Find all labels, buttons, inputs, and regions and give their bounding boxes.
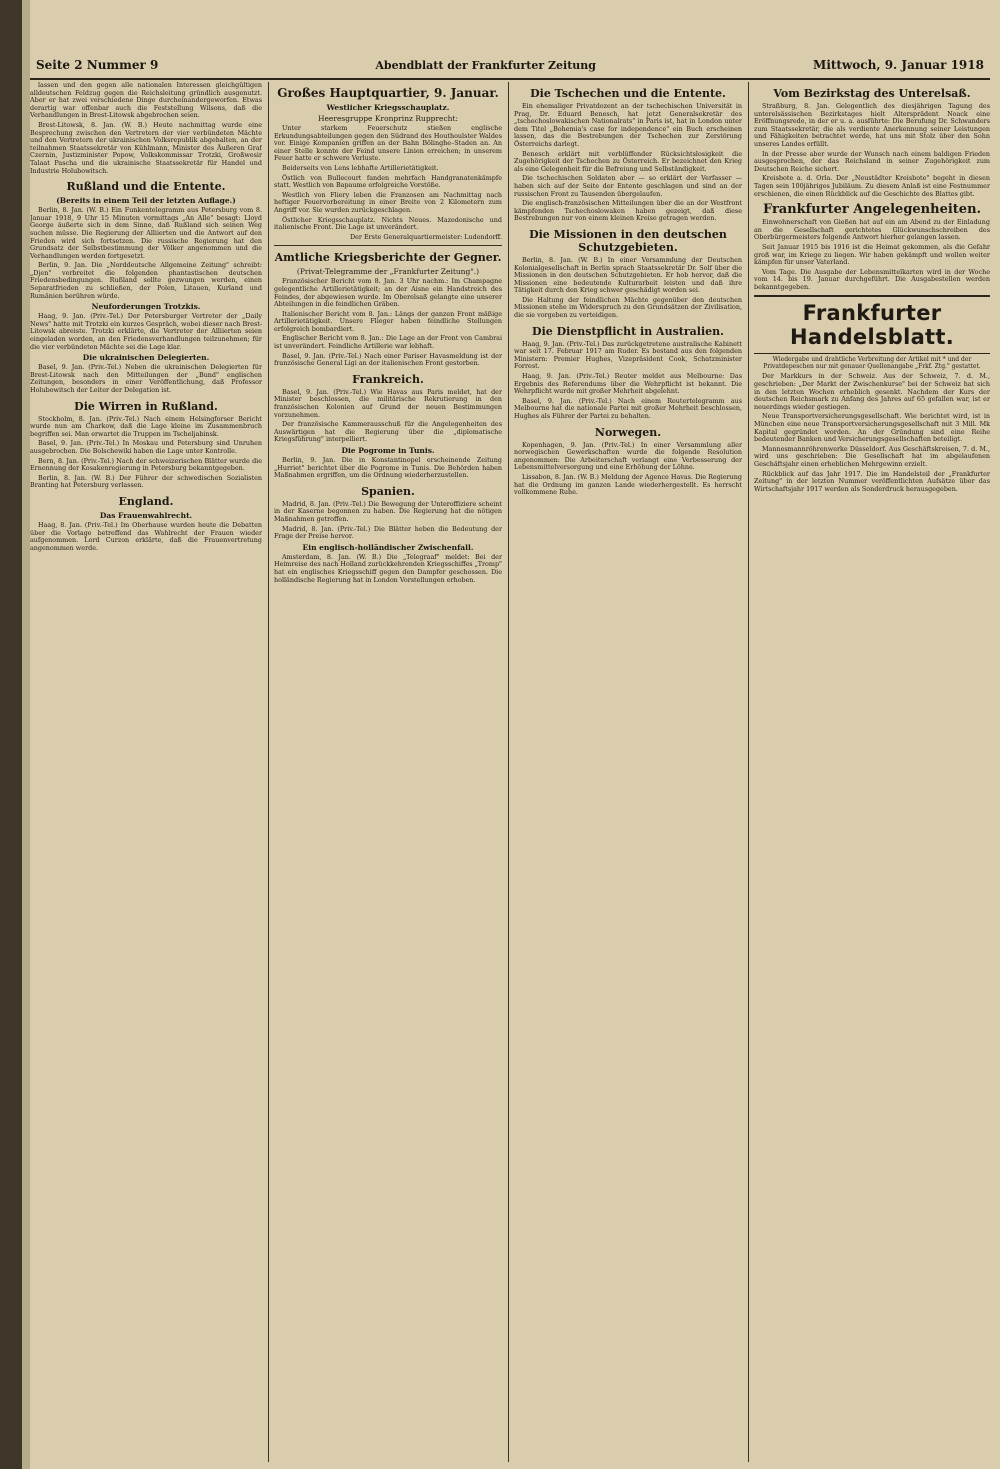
section-heading: Amtliche Kriegsberichte der Gegner.: [274, 251, 502, 265]
column-2: [274, 82, 502, 1462]
section-heading: Die Tschechen und die Entente.: [530, 87, 726, 100]
article-text: Straßburg, 8. Jan. Gelegentlich des diesjährigen Tagung des unterelsässischen Bezirkstages hielt Altersprädent Noack eine Eröffnungsrede, in der er u. a. ausführte: Die Berufung Dr. Schwanders zum Staatssekretär, die als verdiente Anerkennung seiner Leistungen und Fähigkeiten betrachtet werde, hat uns mit Stolz über den Sohn unseres Landes erfüllt.: [754, 102, 990, 148]
article-text: Ein ehemaliger Privatdozent an der tschechischen Universität in Prag, Dr. Eduard Benesch, hat jetzt Generalsekretär des „tschechoslowakischen Nationalrats" in Paris ist, hat in London unter dem Titel „Bohemia's case for independence" ein Buch erscheinen lassen, das die Bestrebungen der Tschechen zur Zerstörung Österreichs darlegt.: [514, 102, 742, 148]
article-text: Haag, 9. Jan. (Priv.-Tel.) Der Petersburger Vertreter der „Daily News" hatte mit Trotzki ein kurzes Gespräch, wobei dieser nach Brest-Litowsk abreiste. Trotzki erklärte, die Vertreter der Alliierten seien eingeladen worden, an den Friedensverhandlungen teilzunehmen; für die vier verbündeten Mächte sei die Lage klar.: [30, 312, 262, 351]
article-text: Berlin, 9. Jan. Die „Norddeutsche Allgemeine Zeitung" schreibt: „Djen" verbreitet die folgenden phantastischen deutschen Friedensbedingungen. Rußland sollte gezwungen werden, einen Separatfrieden zu schließen, der Polen, Litauen, Kurland und Rumänien berühren würde.: [30, 261, 262, 300]
article-text: Die Haltung der feindlichen Mächte gegenüber den deutschen Missionen stehe im Widerspruch zu den Grundsätzen der Zivilisation, die sie vorgeben zu verteidigen.: [514, 295, 742, 320]
article-text: Rückblick auf das Jahr 1917. Die im Handelsteil der „Frankfurter Zeitung" in der letzten Nummer veröffentlichten Aufsätze über das Wirtschaftsjahr 1917 werden als Sonderdruck herausgegeben.: [754, 469, 990, 493]
reprint-notice: Wiedergabe und drahtliche Verbreitung der Artikel mit * und der Privatdepeschen nur mit genauer Quellenangabe „Frkf. Ztg." gestattet.: [763, 356, 981, 371]
section-heading: Die Missionen in den deutschen Schutzgebieten.: [529, 227, 727, 254]
article-text: Haag, 9. Jan. (Priv.-Tel.) Reuter meldet aus Melbourne: Das Ergebnis des Referendums über die Wehrpflicht ist bekannt. Die Wehrpflicht wurde mit großer Mehrheit abgelehnt.: [514, 372, 742, 396]
article-text: Madrid, 8. Jan. (Priv.-Tel.) Die Bewegung der Unteroffiziere scheint in der Kaserne begonnen zu haben. Die Regierung hat die nötigen Maßnahmen getroffen.: [274, 499, 502, 523]
article-text: Der Markkurs in der Schweiz. Aus der Schweiz, 7. d. M., geschrieben: „Der Markt der Zwischenkurse" bei der Schweiz hat sich in den letzten Wochen erheblich gesenkt. Nachdem der Kurs der deutschen Reichsmark zu Anfang des Jahres auf 65 gefallen war, ist er neuerdings wieder gestiegen.: [754, 372, 990, 411]
article-text: Basel, 9. Jan. (Priv.-Tel.) Nach einem Reutertelegramm aus Melbourne hat die nationale Partei mit großer Mehrheit beschlossen, Hughes als Führer der Partei zu behalten.: [514, 396, 742, 420]
section-heading: England.: [118, 494, 174, 508]
divider: [274, 245, 502, 246]
issue-date: Mittwoch, 9. Januar 1918: [813, 58, 984, 72]
article-text: Brest-Litowsk, 8. Jan. (W. B.) Heute nachmittag wurde eine Besprechung zwischen den Vertretern der vier verbündeten Mächte und den Vertretern der ukrainischen Volksrepublik abgehalten, an der teilnahmen Staatssekretär von Kühlmann, Minister des Äußeren Graf Czernin, Justizminister Popow, Volkskommissar Trotzki, Großwesir Talaat Pascha und die ukrainische Staatssekretär für Handel und Industrie Holubowitsch.: [30, 120, 262, 175]
article-text: Basel, 9. Jan. (Priv.-Tel.) Neben die ukrainischen Delegierten für Brest-Litowsk nach den Mitteilungen der „Bund" englischen Zeitungen, besonders in einer Veröffentlichung, daß Professor Holubowitsch der Leiter der Delegation ist.: [30, 363, 262, 394]
article-text: Berlin, 9. Jan. Die in Konstantinopel erscheinende Zeitung „Hurriet" berichtet über die Pogrome in Tunis. Die Behörden haben Maßnahmen ergriffen, um die Ordnung wiederherzustellen.: [274, 456, 502, 480]
section-heading: Frankreich.: [352, 372, 424, 386]
section-subheading: Neuforderungen Trotzkis.: [91, 302, 201, 312]
section-heading: Spanien.: [361, 484, 415, 498]
column-rule: [748, 82, 749, 1462]
section-heading: Vom Bezirkstag des Unterelsaß.: [773, 87, 971, 100]
page-header: [30, 52, 990, 80]
business-section-title: Frankfurter Handelsblatt.: [754, 295, 990, 354]
column-4: [754, 82, 990, 1462]
article-text: In der Presse aber wurde der Wunsch nach einem baldigen Frieden ausgesprochen, der das Reichsland in seiner Zugehörigkeit zum Deutschen Reiche sichert.: [754, 149, 990, 173]
article-text: Italienischer Bericht vom 8. Jan.: Längs der ganzen Front mäßige Artillerietätigkeit. Unsere Flieger haben feindliche Stellungen erfolgreich bombardiert.: [274, 309, 502, 333]
article-text: Stockholm, 8. Jan. (Priv.-Tel.) Nach einem Helsingforser Bericht wurde nun am Charkow, daß die Lage kleine im Zusammenbruch begriffen sei. Man erwartet die Truppen im Tscheljabinsk.: [30, 414, 262, 438]
article-text: Englischer Bericht vom 8. Jan.: Die Lage an der Front von Cambrai ist unverändert. Feindliche Artillerie war lebhaft.: [274, 334, 502, 351]
section-heading: Die Dienstpflicht in Australien.: [532, 324, 724, 338]
section-subheading: (Bereits in einem Teil der letzten Auflage.): [56, 196, 236, 206]
article-text: Kreisbote a. d. Orla. Der „Neustädter Kreisbote" begeht in diesen Tagen sein 100jähriges Jubiläum. Zu diesem Anlaß ist eine Festnummer erschienen, die einen Rückblick auf die Geschichte des Blattes gibt.: [754, 174, 990, 198]
section-heading: Großes Hauptquartier, 9. Januar.: [277, 86, 499, 100]
section-subheading: (Privat-Telegramme der „Frankfurter Zeitung".): [296, 267, 480, 277]
article-text: Östlicher Kriegsschauplatz. Nichts Neues. Mazedonische und italienische Front. Die Lage ist unverändert.: [274, 215, 502, 232]
article-text: Unter starkem Feuerschutz stießen englische Erkundungsabteilungen gegen den Südrand des Houthoulster Waldes vor. Einige Kompanien griffen an der Bahn Bölinghe–Staden an. An einer Stelle konnte der Feind unsere Linien erreichen; in unserem Feuer hatte er schwere Verluste.: [274, 124, 502, 163]
article-text: Neue Transportversicherungsgesellschaft. Wie berichtet wird, ist in München eine neue Transportversicherungsgesellschaft mit 3 Mill. Mk Kapital gegründet worden. An der Gründung sind eine Reihe bedeutender Banken und Versicherungsgesellschaften beteiligt.: [754, 412, 990, 444]
column-3: [514, 82, 742, 1462]
article-text: Westlich von Fliery leben die Franzosen am Nachmittag nach heftiger Feuervorbereitung in einer Breite von 2 Kilometern zum Angriff vor. Sie wurden zurückgeschlagen.: [274, 190, 502, 214]
article-text: Benesch erklärt mit verblüffender Rücksichtslosigkeit die Zugehörigkeit der Tschechen zu Österreich. Er bezeichnet den Krieg als eine Gelegenheit für die Befreiung und Selbständigkeit.: [514, 149, 742, 173]
article-text: Basel, 9. Jan. (Priv.-Tel.) In Moskau und Petersburg sind Unruhen ausgebrochen. Die Bolschewiki haben die Lage unter Kontrolle.: [30, 439, 262, 455]
article-text: Östlich von Bullecourt fanden mehrfach Handgranatenkämpfe statt. Westlich von Bapaume erfolgreiche Vorstöße.: [274, 173, 502, 190]
article-text: Seit Januar 1915 bis 1916 ist die Heimat gekommen, als die Gefahr groß war, im Kriege zu liegen. Wir haben gekämpft und wollen weiter kämpfen für unser Vaterland.: [754, 242, 990, 267]
article-text: Die tschechischen Soldaten aber — so erklärt der Verfasser — haben sich auf der Seite der Entente geschlagen und sind an der russischen Front zu Tausenden übergelaufen.: [514, 174, 742, 198]
page-content: [30, 52, 990, 1462]
article-text: Amsterdam, 8. Jan. (W. B.) Die „Telegraaf" meldet: Bei der Heimreise des nach Holland zurückkehrenden Kriegsschiffes „Tromp" hat ein englisches Kriegsschiff gegen den Dampfer geschossen. Die holländische Regierung hat in London Vorstellungen erhoben.: [274, 552, 502, 584]
column-rule: [268, 82, 269, 1462]
section-heading: Rußland und die Entente.: [66, 180, 226, 194]
article-text: Berlin, 8. Jan. (W. B.) Ein Funkentelegramm aus Petersburg vom 8. Januar 1918, 9 Uhr 15 Minuten vormittags „An Alle" besagt: Lloyd George äußerte sich in dem Sinne, daß Rußland sich seinen Weg suchen müsse. Die Regierung der Alliierten und die Antwort auf den Frieden wird sich fortsetzen. Die russische Regierung hat den Grundsatz der Selbstbestimmung der Völker angenommen und die Verhandlungen werden fortgesetzt.: [30, 206, 262, 260]
section-subheading: Die Pogrome in Tunis.: [341, 446, 435, 455]
column-1: [30, 82, 262, 1462]
article-text: Beiderseits von Lens lebhafte Artillerietätigkeit.: [282, 163, 439, 172]
article-text: Einwohnerschaft von Gießen hat auf ein am Abend zu der Einladung an die Gesellschaft gerichtetes Glückwunschschreiben des Oberbürgermeisters folgende Antwort hierher gelangen lassen.: [754, 218, 990, 242]
article-text: Kopenhagen, 9. Jan. (Priv.-Tel.) In einer Versammlung aller norwegischen Gewerkschaften wurde die folgende Resolution angenommen: Die Arbeiterschaft verlangt eine Verbesserung der Lebensmittelversorgung und eine Erhöhung der Löhne.: [514, 440, 742, 472]
section-subheading: Westlicher Kriegsschauplatz.: [326, 103, 450, 112]
section-heading: Die Wirren in Rußland.: [74, 399, 218, 413]
section-heading: Norwegen.: [594, 425, 662, 439]
article-text: lassen und den gegen alle nationalen Interessen gleichgültigen alldeutschen Feldzug gegen die Reichsleitung gründlich ausgenutzt. Aber er hat zwei verschiedene Dinge durcheinandergeworfen. Etwas derartig war offenbar auch die Feststellung Wilsons, daß die Verhandlungen in Brest-Litowsk abgebrochen seien.: [30, 82, 262, 120]
article-text: Lissabon, 8. Jan. (W. B.) Meldung der Agence Havas. Die Regierung hat die Ordnung im ganzen Lande wiederhergestellt. Es herrscht vollkommene Ruhe.: [514, 472, 742, 497]
article-text: Basel, 9. Jan. (Priv.-Tel.) Nach einer Pariser Havasmeldung ist der französische General Ligi an der italienischen Front gestorben.: [274, 351, 502, 368]
article-text: Die englisch-französischen Mitteilungen über die an der Westfront kämpfenden Tschechoslowaken haben gezeigt, daß diese Bestrebungen nur von einem kleinen Kreise getragen werden.: [514, 199, 742, 223]
binding-edge: [0, 0, 22, 1469]
article-text: Mannesmannröhrenwerke Düsseldorf. Aus Geschäftskreisen, 7. d. M., wird uns geschrieben: Die Gesellschaft hat im abgelaufenen Geschäftsjahr einen erheblichen Mehrgewinn erzielt.: [754, 444, 990, 468]
section-subheading: Die ukrainischen Delegierten.: [82, 353, 210, 363]
article-text: Berlin, 8. Jan. (W. B.) In einer Versammlung der Deutschen Kolonialgesellschaft in Berlin sprach Staatssekretär Dr. Solf über die Missionen in den deutschen Schutzgebieten. Er hob hervor, daß die Missionen eine bedeutende Kulturarbeit leisten und daß ihre Tätigkeit durch den Krieg schwer geschädigt worden sei.: [514, 255, 742, 295]
article-text: Haag, 9. Jan. (Priv.-Tel.) Das zurückgetretene australische Kabinett war seit 17. Februar 1917 am Ruder. Es bestand aus den folgenden Ministern: Premier Hughes, Vizepräsident Cook, Schatzminister Forrest.: [514, 339, 742, 371]
article-text: Bern, 8. Jan. (Priv.-Tel.) Nach der schweizerischen Blätter wurde die Ernennung der Kosakenregierung in Petersburg bekanntgegeben.: [30, 456, 262, 473]
article-text: Haag, 8. Jan. (Priv.-Tel.) Im Oberhause wurden heute die Debatten über die Vorlage betreffend das Wahlrecht der Frauen wieder aufgenommen. Lord Curzon erklärte, daß die Frauenvertretung angenommen werde.: [30, 520, 262, 552]
page-number: Seite 2 Nummer 9: [36, 58, 159, 72]
adjacent-page-edge: [22, 0, 30, 1469]
section-subheading: Ein englisch-holländischer Zwischenfall.: [302, 542, 474, 552]
column-rule: [508, 82, 509, 1462]
article-text: Vom Tage. Die Ausgabe der Lebensmittelkarten wird in der Woche vom 14. bis 19. Januar durchgeführt. Die Ausgabestellen werden bekanntgegeben.: [754, 267, 990, 291]
article-text: Berlin, 8. Jan. (W. B.) Der Führer der schwedischen Sozialisten Branting hat Petersburg verlassen.: [30, 473, 262, 490]
article-text: Französischer Bericht vom 8. Jan. 3 Uhr nachm.: Im Champagne gelegentliche Artillerietätigkeit; an der Aisne ein Handstreich des Feindes, der abgewiesen wurde. Im Oberelsaß gelangte eine unserer Abteilungen in die feindlichen Gräben.: [274, 277, 502, 309]
article-text: Der Erste Generalquartiermeister: Ludendorff.: [349, 232, 502, 241]
article-text: Madrid, 8. Jan. (Priv.-Tel.) Die Blätter heben die Bedeutung der Frage der Preise hervor.: [274, 524, 502, 541]
article-text: Basel, 9. Jan. (Priv.-Tel.) Wie Havas aus Paris meldet, hat der Minister beschlossen, die militärische Rekrutierung in den französischen Kolonien auf Grund der neuen Bestimmungen vorzunehmen.: [274, 387, 502, 419]
section-subheading: Das Frauenwahlrecht.: [99, 510, 193, 520]
section-heading: Frankfurter Angelegenheiten.: [762, 202, 982, 218]
article-text: Der französische Kammerausschuß für die Angelegenheiten des Auswärtigen hat die Regierung über die „diplomatische Kriegsführung" interpelliert.: [274, 420, 502, 444]
masthead: Abendblatt der Frankfurter Zeitung: [375, 58, 596, 72]
section-subheading: Heeresgruppe Kronprinz Rupprecht:: [317, 114, 459, 123]
